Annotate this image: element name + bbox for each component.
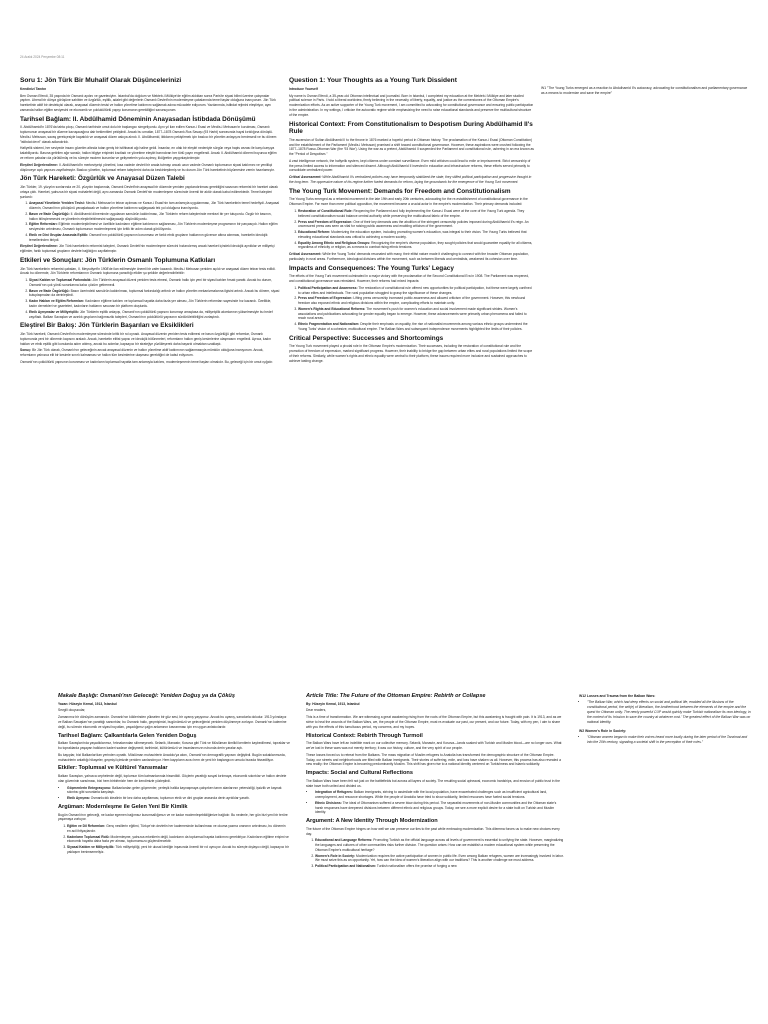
english-answer-column <box>289 77 534 664</box>
greeting: Dear readers, <box>306 708 327 713</box>
list-item: 2. Kadınların Toplumsal Rolü: Modernleşme, yalnızca erkeklerin değil, kadınların da toplumsal hayata katılımını gerektiriyor. Kadınların eğitime erişimi ve ekonomik hayatta daha fazla yer alması, toplumumuzu güçlendirecektir. <box>67 835 290 845</box>
paragraph: Jön Türkler, 19. yüzyılın sonlarında ve 20. yüzyılın başlarında, Osmanlı Devleti'nin anayasal bir düzende yeniden yapılandırılması gerektiğini savunan reformist bir hareket olarak ortaya çıktı. Hareket, yalnızca bir siyasi muhalefet değil, aynı zamanda Osmanlı Devleti'nin modernleşme sürecinde önemli bir aktör olarak kabul edilmektedir. Temel talepleri şunlardı: <box>20 185 278 199</box>
english-section-3-title: Impacts and Consequences: The Young Turks' Legacy <box>289 264 454 272</box>
turkish-intro-label: Kendinizi Tanıtın <box>20 86 47 91</box>
paragraph: Osmanlı'nın çokkültürlü yapısının korunması ve kadınların toplumsal hayatta tam anlamıyla katılımı, modernleşmenin temel taşları olmalıdır. Bu, geleceği için bir umut ışığıdır. <box>20 359 274 364</box>
critical-assessment: Critical Assessment: While Abdülhamid II's centralized policies may have temporarily stabilized the state, they stifled political participation and progressive thought in the long term. The oppressive nature of his regime further fueled demands for reform, laying the groundwork for the emergence of the Young Turk movement. <box>289 175 532 184</box>
note-w12-title: W12 Losses and Trauma from the Balkan Wars: <box>579 694 656 698</box>
list-item: 3. Political Participation and Nationalism: Turkish nationalism offers the promise of forging a new <box>315 864 564 869</box>
turkish-article-title: Makale Başlığı: Osmanlı'nın Geleceği: Yeniden Doğuş ya da Çöküş <box>58 693 235 699</box>
turkish-article-argument-list <box>58 824 290 855</box>
note-w2-quote: • "Ottoman women began to make their voices heard more loudly during the later period of the Tanzimat and into the 20th century, signaling a societal shift in the perception of their roles." <box>587 735 751 745</box>
list-item: 4. Etnik Ayrışmalar ve Milliyetçilik: Jön Türklerin eşitlik anlayışı, Osmanlı'nın çokkültürlü yapısını korumayı amaçlasa da, milliyetçilik akımlarının yükselmesiyle bu hedef zayıfladı. Balkan Savaşları ve azınlık grupların bağımsızlık talepleri, Osmanlı'nın çokkültürlü yapısının sürdürülebilirliğini zorlaştırdı. <box>29 310 280 320</box>
paragraph: The Young Turks emerged as a reformist movement in the late 19th and early 20th centuries, advocating for the re-establishment of constitutional governance in the Ottoman Empire. Far more than mere political opposition, the movement became a crucial actor in the empire's modernization. Their primary demands included: <box>289 197 528 207</box>
paragraph: Balkan Savaşları, yalnızca cephelerde değil, toplumun tüm katmanlarında hissedildi. Göçlerin yarattığı sosyal kırılmaya, ekonomik sıkıntılar ve halkın devlete olan güveninin sarsılması, bizi hem birbirimizle hem de kendimizle yüzleştirdi. <box>58 774 287 783</box>
list-item: 1. Eğitim ve Dil Reformları: Genç nesillerin eğitimi, Türkçe'nin devletin her kademesinde kullanılması ve okuma yazma oranının artırılması, bu dönemin en acil ihtiyaçlarıdır. <box>67 824 290 834</box>
turkish-section-2-title: Jön Türk Hareketi: Özgürlük ve Anayasal Düzen Talebi <box>20 175 185 183</box>
english-article-section-2-title: Impacts: Social and Cultural Reflections <box>306 770 413 777</box>
list-item: 3. Educational Reform: Modernizing the education system, including promoting women's education, was integral to their vision. The Young Turks believed that elevating educational standards was critical to achieving a modern society. <box>298 230 534 240</box>
turkish-answer-column <box>20 77 280 664</box>
turkish-section-1-title: Tarihsel Bağlam: II. Abdülhamid Döneminin Anayasadan İstibdada Dönüşümü <box>20 115 256 123</box>
paragraph: The Balkan Wars have been felt not just on the battlefields but across all layers of society. The resulting social upheaval, economic hardships, and erosion of public trust in the state have both united and divided us. <box>306 778 560 788</box>
english-intro-label: Introduce Yourself <box>289 86 318 91</box>
turkish-section-3-title: Etkileri ve Sonuçları: Jön Türklerin Osmanlı Toplumuna Katkıları <box>20 256 216 264</box>
english-article-section-3-title: Argument: A New Identity Through Modernization <box>306 818 438 825</box>
list-item: 2. Basın ve İfade Özgürlüğü: Basın üzerindeki sansürün kaldırılması, toplumsal farkındalığı arttırdı ve halkın yönetim mekanizmalarına ilgisini artırdı. Ancak bu dönem, siyasi kutuplaşmaları da derinleştirdi. <box>29 289 280 299</box>
paragraph: Jön Türk hareketi, Osmanlı Devleti'nin modernleşme sürecinde kritik bir rol oynadı. Anayasal düzenin yeniden tesis edilmesi ve basın özgürlüğü gibi reformlar, Osmanlı toplumunda yeni bir dönemin kapısını araladı. Ancak, hareketin elitist yapısı ve ideolojik bölünmeleri, reformların halkın geniş kesimlerine ulaşmasını engelledi. Ayrıca, kadın hakları ve etnik eşitlik gibi konularda adım atılmış, ancak bu adımlar, kapsayıcı bir stratejiye yüzlüleşerek daha başarılı olmaktan uzaklaştı. <box>20 331 272 346</box>
list-item: 2. Press and Freedom of Expression: Lifting press censorship increased public awareness and allowed criticism of the government. However, this newfound freedom also exposed ethnic and religious divisions within the empire, complicating efforts to maintain unity. <box>298 296 534 306</box>
paragraph: II. Abdülhamid'in 1876'da tahta çıkışı, Osmanlı tarihinde umut dolu bir başlangıcı simgeliyordu. Aynı yıl ilan edilen Kanun-i Esasi ve Meclis-i Mebusan'ın kurulması, Osmanlı toplumunun anayasal bir düzene kavuşacağına dair beklentileri pekiştirdi. Ancak bu umutlar, 1877–1878 Osmanlı-Rus Savaşı (93 Harbi) sonrasında hayal kırıklığına dönüştü. Meclis-i Mebusan, savaş gerekçesiyle kapatıldı ve anayasal düzen askıya alındı. II. Abdülhamid, iktidarını pekiştirmek için baskıcı bir yönetim anlayışını benimsedi ve bu dönem "istibdat devri" olarak adlandırıldı. <box>20 125 277 144</box>
critical-assessment: Critical Assessment: While the Young Turks' demands resonated with many, their elitist nature made it challenging to connect with the broader Ottoman population, particularly in rural areas. Furthermore, ideological divisions within the movement, such as between liberals and centralists, weakened its cohesion over time. <box>289 252 529 261</box>
list-item: • Etnik Ayrışma: Osmanlıcılık idealinin bir kez daha zayıflaması, toplumun etnik ve dini gruplar arasında derin ayrılıklar yarattı. <box>67 796 290 801</box>
paragraph: A vast intelligence network, the hafiyelik system, kept citizens under constant surveillance. Even mild criticism could lead to exile or imprisonment. Strict censorship of the press limited access to information and silenced dissent. Although Abdülhamid II invested in education and infrastructure reforms, these efforts served primarily to consolidate centralized power. <box>289 158 531 173</box>
english-intro: My name is Osman Efendi, a 35-year-old Ottoman intellectual and journalist. Born in Istanbul, I completed my education at the Mekteb-i Mülkiye and later studied political science in Paris. I hold a liberal worldview, firmly believing in the necessity of liberty, equality, and justice as the cornerstones of the Ottoman Empire's modernization efforts. As an active supporter of the Young Turk movement, I am committed to advocating for constitutional governance and ensuring public participation in the administration. In my writings, I criticize the autocratic regime while emphasizing the need to raise educational standards and preserve the multicultural structure of the empire. <box>289 93 534 117</box>
paragraph: The ascension of Sultan Abdülhamid II to the throne in 1876 marked a hopeful period in Ottoman history. The proclamation of the Kanun-i Esasi (Ottoman Constitution) and the establishment of the Parliament (Meclis-i Mebusan) promised a shift toward constitutional governance. However, these aspirations were crushed following the 1877–1878 Russo-Ottoman War (the '93 War'). Using the war as a pretext, Abdülhamid II suspended the Parliament and constitutional rule, ushering in an era known as the "Period of Despotism." <box>289 137 534 157</box>
english-section-1-title: Historical Context: From Constitutionalism to Despotism During Abdülhamid II's Rule <box>289 120 533 136</box>
list-item: 2. Press and Freedom of Expression: One of their key demands was the abolition of the stringent censorship policies imposed during Abdülhamid II's reign. An uncensored press was seen as vital for raising public awareness and enabling criticism of the government. <box>298 220 534 230</box>
english-article-argument-list <box>306 838 564 869</box>
page-timestamp: 24 Aralık 2024 Perşembe 08:11 <box>20 55 65 59</box>
list-item: • Ethnic Divisions: The ideal of Ottomanism suffered a severe blow during this period. The separatist movements of non-Muslim communities and the Ottoman state's harsh responses have deepened divisions between different ethnic and religious groups. Today, we see a more explicit desire for a state built on Turkish and Muslim identity. <box>315 801 564 815</box>
margin-note-w1: W1 "The Young Turks emerged as a reaction to Abdulhamid II's autocracy, advocating for constitutionalism and parliamentary governance as a means to modernize and save the empire" <box>541 86 748 95</box>
english-article-column <box>306 690 564 1020</box>
turkish-section-4-title: Eleştirel Bir Bakış: Jön Türklerin Başarıları ve Eksiklikleri <box>20 322 194 330</box>
list-item: 1. Anayasal Yönetimin Yeniden Tesisi: Meclis-i Mebusan'ın tekrar açılması ve Kanun-i Esasi'nin tam anlamıyla uygulanması, Jön Türk hareketinin temel hedefiydi. Anayasal düzenin, Osmanlı'nın çöküşünü yavaşlatacak ve halkın yönetime katılımını sağlayacak tek yol olduğuna inanılıyordu. <box>29 201 280 211</box>
list-item: • Göçmenlerin Entegrasyonu: Balkanlardan gelen göçmenler, yerleşik halkla kaynaşmaya çalışırken tarım alanlarının yetersizliği, işsizlik ve kaynak sıkıntısı gibi sorunlarla karşılaştı. <box>67 786 290 796</box>
turkish-impacts-list <box>20 278 280 319</box>
paragraph: The future of the Ottoman Empire hinges on how well we can preserve our ties to the past while embracing modernization. This dilemma forces us to make new choices every day. <box>306 826 560 836</box>
list-item: 2. Women's Role in Society: Modernization requires the active participation of women in public life. Even among Balkan refugees, women are increasingly involved in labor. We must seize this as an opportunity. Yet, how can the idea of women's liberation align with our traditions? This is another challenge we must address. <box>315 854 564 864</box>
paragraph: These losses forced us to retreat from the Balkans. The mass migration of Muslim refugees to Anatolia has transformed the demographic structure of the Ottoman Empire. Today, our streets and neighborhoods are filled with Balkan immigrants. Their stories of suffering, exile, and loss have shaken us all. However, this process has also revealed a new reality: the Ottoman Empire is becoming predominantly Muslim. This shift has given rise to a national identity centered on Turkishness and Islamic solidarity. <box>306 752 561 767</box>
english-impacts-list <box>289 286 534 332</box>
english-demands-list <box>289 209 534 250</box>
turkish-article-section-1-title: Tarihsel Bağlam: Çalkantılarla Gelen Yeniden Doğuş <box>58 732 197 739</box>
turkish-article-impacts-list <box>58 786 290 801</box>
list-item: 2. Basın ve İfade Özgürlüğü: II. Abdülhamid döneminde uygulanan sansürün kaldırılması, Jön Türklerin reform taleplerinde merkezi bir yer tutuyordu. Özgür bir basının, halkın bilinçlenmesini ve yönetimin eleştirilebilmesini sağlayacağı düşünülüyordu. <box>29 212 280 222</box>
paragraph: This is a time of transformation. We are witnessing a great awakening rising from the roots of the Ottoman Empire, but this awakening is fraught with pain. It is 1913, and as we strive to heal the wounds of the Balkan Wars, we, the people of the Ottoman Empire, must re-evaluate our past, our present, and our future. Today, with my pen, I aim to share with you the effects of this tumultuous period, my concerns, and my hopes. <box>306 715 562 729</box>
paragraph: Balkan Savaşları'nda yaşadıklarımız, fırtınalarından silinmeyecek. Selanik, Manastır, Kosova gibi Türk ve Müslüman kimlikli kentlerin kaybedilmesi, topraklar ve bu topraklarda yaşayan halkların kaderi sadece değişmedi; tarihimizi, kültürümüzü ve insanlarımızın ruhunda derin yaralar açtı. <box>58 741 290 750</box>
greeting: Sevgili okuyucular, <box>58 708 86 713</box>
paragraph: Hafiyelik sistemi, her seviyede insanı gözetim altında tutan geniş bir istihbarat ağı haline geldi. İnsanlar, en ufak bir eleştiri nedeniyle sürgün veya hapis cezası ile karşı karşıya kalabiliyordu. Basına getirilen ağır sansür, halkın bilgiye erişimini kısıtladı ve yönetime eleştiri barındıran her türlü yayın engellendi. Ancak II. Abdülhamid dönemi boyunca eğitim ve reform çabaları da yürütülmüş ve bu süreçte modern kurumlar ve gelişmelerin yolu açılmış; ilköğretim yaygınlaştırılmıştır. <box>20 146 277 161</box>
list-item: 4. Ethnic Fragmentation and Nationalism: Despite their emphasis on equality, the rise of nationalist movements among various ethnic groups undermined the Young Turks' vision of a cohesive, multicultural empire. The Balkan Wars and subsequent independence movements highlighted the limits of their policies. <box>298 322 534 332</box>
english-article-title: Article Title: The Future of the Ottoman Empire: Rebirth or Collapse <box>306 693 486 699</box>
critical-assessment: Eleştirel Değerlendirme: II. Abdülhamid'in merkeziyetçi yönetimi, kısa vadede devleti bir arada tutmayı ancak uzun vadede Osmanlı toplumunun siyasi katılımını ve yenilikçi düşünceye açık yapısını zayıflatmıştır. Baskıcı yönetim, toplumsal reform taleplerini daha da keskinleştirmiş ve bu durum Jön Türk hareketinin büyümesine zemin hazırlamıştır. <box>20 162 275 172</box>
turkish-article-section-2-title: Etkiler: Toplumsal ve Kültürel Yansımalar <box>58 765 168 772</box>
list-item: 4. Equality Among Ethnic and Religious Groups: Recognizing the empire's diverse population, they sought policies that would guarantee equality for all citizens, regardless of ethnicity or religion, as a means to combat rising ethnic tensions. <box>298 241 534 251</box>
list-item: 3. Siyasal Katılım ve Milliyetçilik: Türk milliyetçiliği, yeni bir ulusal kimliğin inşasında önemli bir rol oynuyor. Ancak bu süreçte dışlayıcı değil, kapsayıcı bir yaklaşım benimsemeliyiz. <box>67 845 290 855</box>
margin-notes-bottom <box>579 694 751 747</box>
paragraph: The efforts of the Young Turk movement culminated in a major victory with the proclamation of the Second Constitutional Era in 1908. The Parliament was reopened, and constitutional governance was reinstated. However, their reforms had mixed impacts: <box>289 274 529 284</box>
paragraph: The Young Turk movement played a pivotal role in the Ottoman Empire's modernization. Their successes, including the restoration of constitutional rule and the promotion of freedom of expression, marked significant progress. However, their inability to bridge the gap between urban elites and rural populations limited the scope of their reforms. Similarly, while women's rights and ethnic equality were central to their platform, these issues required more inclusive and sustained approaches to achieve lasting change. <box>289 344 533 363</box>
list-item: 1. Educational and Language Reforms: Promoting Turkish as the official language across all levels of government is essential to unifying the state. However, marginalizing the languages and cultures of other communities risks further division. The question arises: How can we establish a modern educational system while preserving the Ottoman Empire's multicultural heritage? <box>315 838 564 852</box>
conclusion: Sonuç: Bir Jön Türk olarak, Osmanlı'nın geleceğinin ancak anayasal düzenin ve halkın yönetime aktif katılımının sağlanmasıyla mümkün olduğuna inanıyorum. Ancak, reformların yalnızca elit bir kesimle sınırlı kalmaması ve halkın tüm kesimlerine ulaşması gerektiğini de kabul ediyorum. <box>20 348 264 358</box>
paragraph: The Balkan Wars have left an indelible mark on our collective memory. Selanik, Manastır, and Kosova—lands soaked with Turkish and Muslim blood—are no longer ours. What we've lost in these wars was not merely territory; it was our history, culture, and the very spirit of our people. <box>306 741 562 750</box>
paragraph: Jön Türk hareketinin reformist çabaları, II. Meşrutiyet'in 1908'de ilan edilmesiyle önemli bir zafer kazandı. Meclis-i Mebusan yeniden açıldı ve anayasal düzen tekrar tesis edildi. Ancak bu dönemde, Jön Türklerin reformlarının Osmanlı toplumuna yansıttığı etkiler şu şekilde değerlendirilebilir: <box>20 266 276 276</box>
english-article-section-1-title: Historical Context: Rebirth Through Turmoil <box>306 732 423 739</box>
turkish-intro: Ben Osman Efendi, 35 yaşında bir Osmanlı aydını ve gazeteciyim. İstanbul'da doğdum ve Mekteb-i Mülkiye'de eğitim aldıktan sonra Paris'te siyasi bilimi üzerine çalışmalar yaptım. Liberal bir dünya görüşüne sahibim ve özgürlük, eşitlik, adalet gibi değerlerin Osmanlı Devleti'nin modernleşme çabalarında temel taşlar olduğuna inanıyorum. Jön Türk hareketinin aktif bir destekçisi olarak, anayasal düzenin tesisi ve halkın yönetime katılımını sağlamak adına mücadele ediyorum. Yazılarımda, istibdat rejimini eleştiriyor, aynı zamanda halkın eğitim seviyesini ve ekonomik ve çoklukültürlü yapıyı korumanın gerekliliğini savunuyorum. <box>20 93 276 112</box>
turkish-demands-list <box>20 201 280 242</box>
paragraph: Zamanımız bir dönüşüm zamanıdır. Osmanlı'nın köklerinden yükselen bir güz sesi, bir uyanış yaşıyoruz. Ancak bu uyanış, sancılarla doludur. 1913 yılındayız ve Balkan Savaşları'nın yarattığı sarsıntılar, bu Osmanlı halkı, geçmişimizi, bugünümüzü ve geleceğimizi yeniden düşünmeye zorluyor. Osmanlı'nın kalemine değil, bu sürecin ekonomik ve siyasi boyutları, yaşadığımız çağın anlamının kavranması için en uygun anlatıcılardır. <box>58 715 287 729</box>
list-item: 4. Etnik ve Dini Gruplar Arasında Eşitlik: Osmanlı'nın çokkültürlü yapısının korunması ve farklı etnik grupların haklarının güvence altına alınması, hareketin ideolojik temellerinden biriydi. <box>29 233 280 243</box>
note-w12-list <box>579 700 751 725</box>
english-question-title: Question 1: Your Thoughts as a Young Turk Dissident <box>289 77 457 84</box>
list-item: 3. Eğitim Reformları: Eğitimin modernleştirilmesi ve özellikle kadınların eğitime katılımının sağlanması, Jön Türklerin modernleşme programının bir parçasıydı. Halkın eğitim seviyesinin artırılması, Osmanlı toplumunun modernleşmesi için kritik bir adım olarak görülüyordu. <box>29 222 280 232</box>
english-article-impacts-list <box>306 790 564 815</box>
list-item: 1. Siyasi Katılım ve Toplumsal Farkındalık: Jön Türklerin anayasal düzeni yeniden tesis etmesi, Osmanlı halkı için yeni bir siyasi katılım fırsatı yarattı. Ancak bu durum, Osmanlı'nın çok yönlü sorunlarına kalıcı çözüm getiremedi. <box>29 278 280 288</box>
turkish-question-title: Soru 1: Jön Türk Bir Muhalif Olarak Düşüncelerinizi <box>20 77 182 84</box>
critical-assessment: Eleştirel Değerlendirme: Jön Türk hareketinin reformist talepleri, Osmanlı Devleti'nin modernleşme sürecini hızlandırmış ancak hareket içindeki ideolojik ayrılıklar ve milliyetçi eğilimler, farklı toplumsal grupların devlete bağlılığını zayıflatmıştır. <box>20 244 275 254</box>
note-w2-title: W2 Women's Role in Society: <box>579 728 627 733</box>
list-item: • Integration of Refugees: Balkan immigrants, striving to assimilate with the local population, have exacerbated challenges such as insufficient agricultural land, unemployment, and resource shortages. While the people of Anatolia have tried to show solidarity, limited resources have fueled social tensions. <box>315 790 564 800</box>
note-w2-list <box>579 735 751 745</box>
note-w12-quote: • "The Balkan War, which had deep effects on social and political life, enabled all the illusions of the constitutional period, the writ(e) of liberalism, the brotherhood between the elements of the empire and the quest for Ottoman unity. The newly powerful CUP would quickly make Turkish nationalism its own ideology, in the context of its 'mission to save the country at whatever cost.' The greatest effect of the Balkan War was on national identity. <box>587 700 751 725</box>
paragraph: Bugün Osmanlı'nın geleceği, ne kadar egemen bağımsız kurumsallığımızı ve ne kadar modernleşebildiğimize bağlıdır. Bu nedenle, her gün bizi yeni bir teröre yaşamaya zorluyor. <box>58 812 288 822</box>
turkish-article-section-3-title: Argüman: Modernleşme ile Gelen Yeni Bir Kimlik <box>58 803 188 810</box>
list-item: 1. Political Participation and Awareness: The restoration of constitutional rule offered new opportunities for political participation, but these were largely confined to urban elites and intellectuals. The rural population struggled to grasp the significance of these changes. <box>298 286 534 296</box>
list-item: 1. Restoration of Constitutional Rule: Reopening the Parliament and fully implementing the Kanun-i Esasi were at the core of the Young Turk agenda. They believed constitutionalism would balance central authority while preserving the multicultural fabric of the empire. <box>298 209 534 219</box>
paragraph: Bu kayıplar, bizi Balkanlar'dan yerinden oynattı. Müslüman muhacirlerin Anadolu'ya akını, Osmanlı'nın demografik yapısını değiştirdi. Bugün sokaklarımızda, muhacirlerin anlattığı hikayeler, geçmişi içimizde yeniden canlandırıyor. Hem kayıpların acısı hem de yeni bir başlangıcın umudu burada hissediliyor. <box>58 752 286 762</box>
list-item: 3. Women's Rights and Educational Reforms: The movement's push for women's education and social involvement made significant strides. Women's associations and publications advocating for gender equality began to emerge. However, these advancements were primarily urban phenomena and failed to reach rural areas. <box>298 307 534 321</box>
list-item: 3. Kadın Hakları ve Eğitim Reformları: Kadınların eğitime katılımı ve toplumsal hayatta daha fazla yer alması, Jön Türklerin reformları sayesinde hız kazandı. Özellikle, kadın dernekleri ve gazeteleri, kadınların haklarını savunan bir platform oluşturdu. <box>29 299 280 309</box>
turkish-article-author: Yazan: Hüseyin Kemal, 1913, İstanbul <box>58 701 117 706</box>
english-article-author: By: Hüseyin Kemal, 1913, Istanbul <box>306 701 360 706</box>
english-section-2-title: The Young Turk Movement: Demands for Freedom and Constitutionalism <box>289 187 511 195</box>
turkish-article-column <box>58 690 290 1020</box>
english-section-4-title: Critical Perspective: Successes and Shortcomings <box>289 334 444 342</box>
